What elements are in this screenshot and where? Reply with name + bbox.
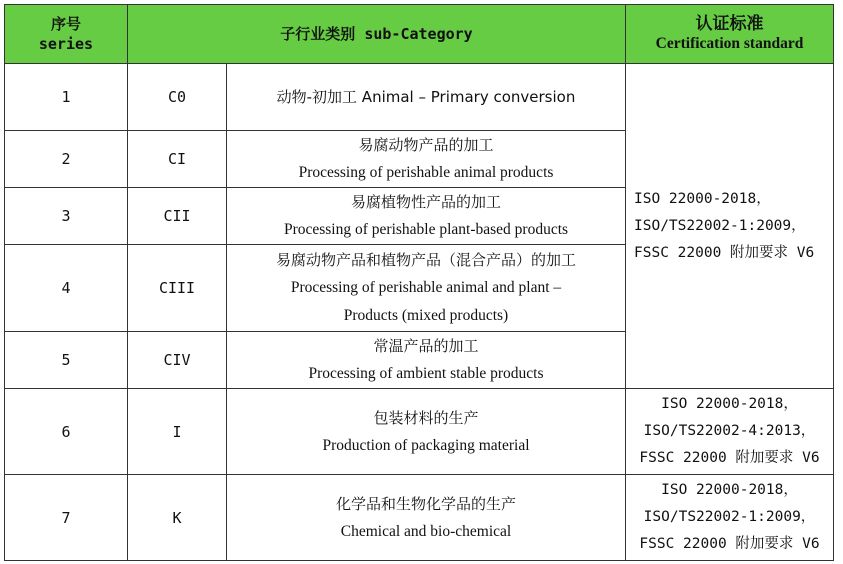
subcategory-en-2: Products (mixed products) <box>343 307 509 324</box>
subcategory-en: Processing of perishable animal and plant – <box>290 279 562 296</box>
cert-cell-k <box>626 475 834 561</box>
row-number: 6 <box>5 389 128 475</box>
header-series-en: series <box>38 35 94 53</box>
subcategory-zh: 包装材料的生产 <box>373 408 479 427</box>
cert-line: ISO 22000-2018， <box>661 482 798 498</box>
subcategory-en: Production of packaging material <box>322 436 530 454</box>
cert-cell-c <box>626 64 834 389</box>
certification-table <box>4 4 834 561</box>
row-code: CIII <box>128 245 227 332</box>
row-subcategory <box>227 389 626 475</box>
row-subcategory <box>227 475 626 561</box>
cert-line: ISO/TS22002-4:2013， <box>643 423 816 439</box>
subcategory-zh: 易腐植物性产品的加工 <box>350 193 501 211</box>
row-code: C0 <box>128 64 227 131</box>
cert-cell-i <box>626 389 834 475</box>
header-subcategory: 子行业类别 sub-Category <box>128 5 626 64</box>
row-number: 4 <box>5 245 128 332</box>
row-number: 7 <box>5 475 128 561</box>
table-row <box>5 475 834 561</box>
cert-line: FSSC 22000 附加要求 V6 <box>634 244 815 261</box>
row-subcategory <box>227 64 626 131</box>
cert-line: FSSC 22000 附加要求 V6 <box>639 450 820 466</box>
subcategory-zh: 常温产品的加工 <box>373 337 479 355</box>
header-cert-en: Certification standard <box>655 35 804 52</box>
cert-line: ISO/TS22002-1:2009， <box>634 217 806 234</box>
row-code: I <box>128 389 227 475</box>
header-series <box>5 5 128 64</box>
cert-line: ISO/TS22002-1:2009， <box>643 509 816 525</box>
subcategory-en: Processing of ambient stable products <box>308 365 544 382</box>
row-subcategory <box>227 131 626 188</box>
header-series-zh: 序号 <box>50 15 81 33</box>
table-row <box>5 64 834 131</box>
row-code: CII <box>128 188 227 245</box>
row-number: 1 <box>5 64 128 131</box>
row-code: K <box>128 475 227 561</box>
subcategory-en: Chemical and bio-chemical <box>340 522 512 540</box>
row-number: 2 <box>5 131 128 188</box>
table-row <box>5 389 834 475</box>
subcategory-zh: 易腐动物产品的加工 <box>358 136 494 154</box>
cert-line: FSSC 22000 附加要求 V6 <box>639 536 820 552</box>
row-code: CIV <box>128 332 227 389</box>
subcategory-text: 动物-初加工 Animal – Primary conversion <box>276 88 576 106</box>
header-row <box>5 5 834 64</box>
row-number: 3 <box>5 188 128 245</box>
subcategory-en: Processing of perishable animal products <box>298 164 554 181</box>
header-certification <box>626 5 834 64</box>
cert-line: ISO 22000-2018， <box>634 190 771 207</box>
subcategory-zh: 易腐动物产品和植物产品（混合产品）的加工 <box>275 251 576 269</box>
row-subcategory <box>227 332 626 389</box>
row-subcategory <box>227 188 626 245</box>
subcategory-zh: 化学品和生物化学品的生产 <box>335 494 516 513</box>
row-subcategory <box>227 245 626 332</box>
header-cert-zh: 认证标准 <box>695 14 764 34</box>
subcategory-en: Processing of perishable plant-based products <box>283 221 569 238</box>
cert-line: ISO 22000-2018， <box>661 396 798 412</box>
row-code: CI <box>128 131 227 188</box>
row-number: 5 <box>5 332 128 389</box>
